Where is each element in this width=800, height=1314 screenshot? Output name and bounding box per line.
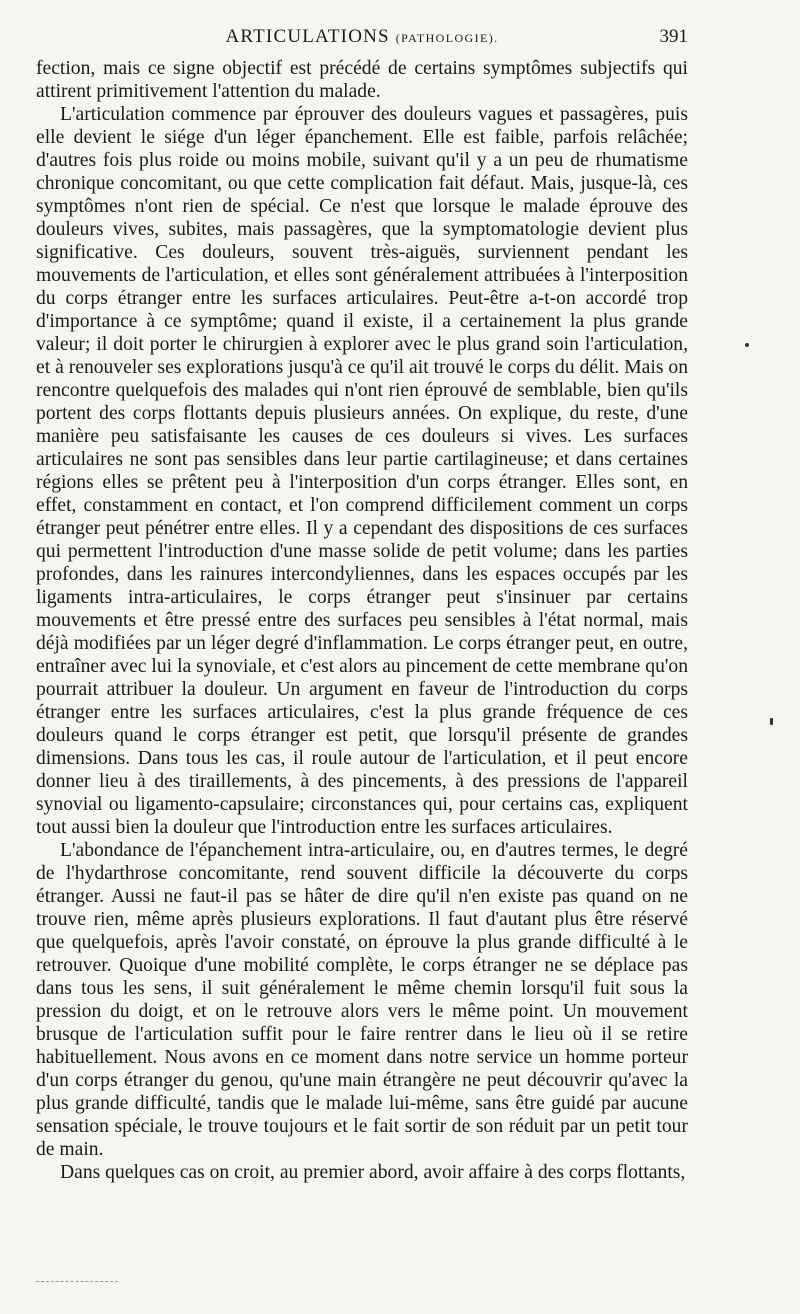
paragraph: L'articulation commence par éprouver des douleurs vagues et passagères, puis elle devient le siége d'un léger épanchement. Elle est faible, parfois relâchée; d'autres fois plus roide ou moins mobile, suivant qu'il y a un peu de rhumatisme chronique concomitant, ou que cette complication fait défaut. Mais, jusque-là, ces symptômes n'ont rien de spécial. Ce n'est que lorsque le malade éprouve des douleurs vives, subites, mais passagères, que la symptomatologie devient plus significative. Ces douleurs, souvent très-aiguës, surviennent pendant les mouvements de l'articulation, et elles sont généralement attribuées à l'interposition du corps étranger entre les surfaces articulaires. Peut-être a-t-on accordé trop d'importance à ce symptôme; quand il existe, il a certainement la plus grande valeur; il doit porter le chirurgien à explorer avec le plus grand soin l'articulation, et à renouveler ses explorations jusqu'à ce qu'il ait trouvé le corps du délit. Mais on rencontre quelquefois des malades qui n'ont rien éprouvé de semblable, bien qu'ils portent des corps flottants depuis plusieurs années. On explique, du reste, d'une manière peu satisfaisante les causes de ces douleurs si vives. Les surfaces articulaires ne sont pas sensibles dans leur partie cartilagineuse; et dans certaines régions elles se prêtent peu à l'interposition d'un corps étranger. Elles sont, en effet, constamment en contact, et l'on comprend difficilement comment un corps étranger peut pénétrer entre elles. Il y a cependant des dispositions de ces surfaces qui permettent l'introduction d'une masse solide de petit volume; dans les parties profondes, dans les rainures intercondyliennes, dans les espaces occupés par les ligaments intra-articulaires, le corps étranger peut s'insinuer par certains mouvements et être pressé entre des surfaces peu sensibles à l'état normal, mais déjà modifiées par un léger degré d'inflammation. Le corps étranger peut, en outre, entraîner avec lui la synoviale, et c'est alors au pincement de cette membrane qu'on pourrait attribuer la douleur. Un argument en faveur de l'introduction du corps étranger entre les surfaces articulaires, c'est la plus grande fréquence de ces douleurs quand le corps étranger est petit, que lorsqu'il présente de grandes dimensions. Dans tous les cas, il roule autour de l'articulation, et il peut encore donner lieu à des tiraillements, à des pincements, à des pressions de l'appareil synovial ou ligamento-capsulaire; circonstances qui, pour certains cas, expliquent tout aussi bien la douleur que l'introduction entre les surfaces articulaires. <box>36 104 688 838</box>
margin-speck <box>770 718 773 725</box>
margin-speck <box>745 343 749 347</box>
paragraph: L'abondance de l'épanchement intra-articulaire, ou, en d'autres termes, le degré de l'hydarthrose concomitante, rend souvent difficile la découverte du corps étranger. Aussi ne faut-il pas se hâter de dire qu'il n'en existe pas quand on ne trouve rien, même après plusieurs explorations. Il faut d'autant plus être réservé que quelquefois, après l'avoir constaté, on éprouve la plus grande difficulté à le retrouver. Quoique d'une mobilité complète, le corps étranger ne se déplace pas dans tous les sens, il suit généralement le même chemin lorsqu'il fuit sous la pression du doigt, et on le retrouve alors vers le même point. Un mouvement brusque de l'articulation suffit pour le faire rentrer dans le lieu où il se retire habituellement. Nous avons en ce moment dans notre service un homme porteur d'un corps étranger du genou, qu'une main étrangère ne peut découvrir qu'avec la plus grande difficulté, tandis que le malade lui-même, sans être guidé par aucune sensation spéciale, le trouve toujours et le fait sortir de son réduit par un petit tour de main. <box>36 840 688 1160</box>
page-number: 391 <box>659 26 688 47</box>
paragraph: Dans quelques cas on croit, au premier abord, avoir affaire à des corps flottants, <box>60 1162 686 1183</box>
running-title-sub: (PATHOLOGIE). <box>395 31 499 45</box>
body-text <box>36 57 688 1184</box>
footer-rule <box>36 1281 118 1282</box>
paragraph-continuation: fection, mais ce signe objectif est précédé de certains symptômes subjectifs qui attirent primitivement l'attention du malade. <box>36 58 688 102</box>
running-title <box>36 26 688 48</box>
running-title-main: ARTICULATIONS <box>225 26 390 47</box>
running-header <box>36 26 688 50</box>
